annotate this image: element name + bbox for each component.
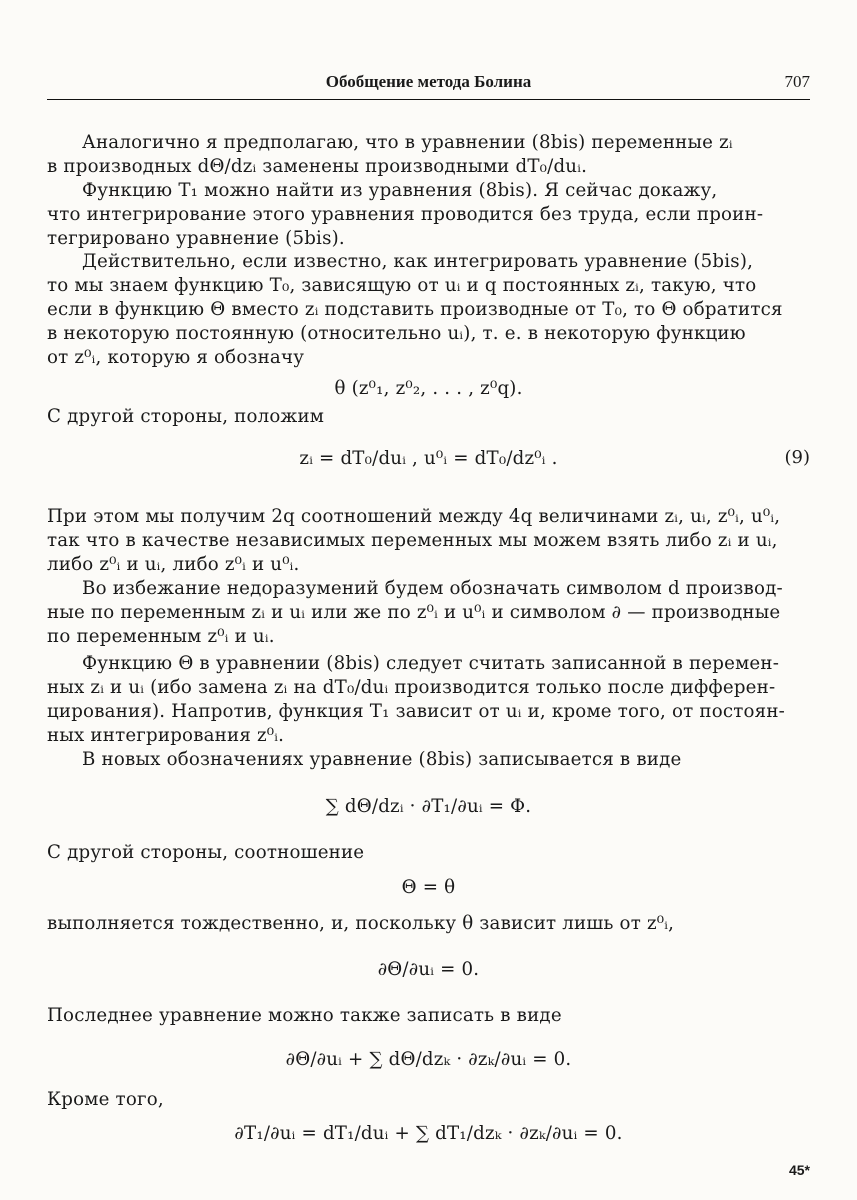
- text-line: С другой стороны, соотношение: [47, 842, 365, 863]
- text-line: то мы знаем функцию T₀, зависящую от uᵢ и q постоянных zᵢ, такую, что: [47, 275, 757, 296]
- text-line: так что в качестве независимых переменных мы можем взять либо zᵢ и uᵢ,: [47, 530, 778, 551]
- text-line: При этом мы получим 2q соотношений между 4q величинами zᵢ, uᵢ, z⁰ᵢ, u⁰ᵢ,: [47, 506, 781, 527]
- text-line: Действительно, если известно, как интегрировать уравнение (5bis),: [82, 251, 754, 272]
- text-line: Аналогично я предполагаю, что в уравнении (8bis) переменные zᵢ: [82, 132, 733, 153]
- formula-9: zᵢ = dT₀/duᵢ , u⁰ᵢ = dT₀/dz⁰ᵢ .: [299, 448, 558, 469]
- text-line: Кроме того,: [47, 1089, 164, 1110]
- text-line: по переменным z⁰ᵢ и uᵢ.: [47, 626, 275, 647]
- formula-t1-derivative: ∂T₁/∂uᵢ = dT₁/duᵢ + ∑ dT₁/dzₖ · ∂zₖ/∂uᵢ = 0.: [234, 1123, 623, 1144]
- text-line: ные по переменным zᵢ и uᵢ или же по z⁰ᵢ и u⁰ᵢ и символом ∂ — производные: [47, 602, 781, 623]
- text-line: Во избежание недоразумений будем обозначать символом d производ-: [82, 578, 783, 599]
- text-line: в некоторую постоянную (относительно uᵢ), т. е. в некоторую функцию: [47, 323, 746, 344]
- text-line: выполняется тождественно, и, поскольку θ зависит лишь от z⁰ᵢ,: [47, 913, 675, 934]
- formula-theta-equals: Θ = θ: [401, 877, 456, 898]
- text-line: тегрировано уравнение (5bis).: [47, 228, 345, 249]
- text-line: ных zᵢ и uᵢ (ибо замена zᵢ на dT₀/duᵢ производится только после дифферен-: [47, 677, 776, 698]
- text-line: либо z⁰ᵢ и uᵢ, либо z⁰ᵢ и u⁰ᵢ.: [47, 554, 300, 575]
- text-line: В новых обозначениях уравнение (8bis) записывается в виде: [82, 749, 682, 770]
- text-line: Последнее уравнение можно также записать в виде: [47, 1005, 562, 1026]
- text-line: что интегрирование этого уравнения проводится без труда, если проин-: [47, 204, 764, 225]
- formula-partial-sum: ∂Θ/∂uᵢ + ∑ dΘ/dzₖ · ∂zₖ/∂uᵢ = 0.: [285, 1049, 572, 1070]
- signature-mark: 45*: [788, 1162, 810, 1178]
- text-line: если в функцию Θ вместо zᵢ подставить производные от T₀, то Θ обратится: [47, 299, 783, 320]
- equation-number: (9): [784, 447, 810, 468]
- formula-theta: θ (z⁰₁, z⁰₂, . . . , z⁰q).: [334, 378, 523, 399]
- running-title: Обобщение метода Болина: [325, 72, 532, 91]
- formula-partial-zero: ∂Θ/∂uᵢ = 0.: [377, 959, 480, 980]
- header-rule: [47, 99, 810, 100]
- text-line: Функцию T₁ можно найти из уравнения (8bis). Я сейчас докажу,: [82, 180, 718, 201]
- text-line: ных интегрирования z⁰ᵢ.: [47, 725, 285, 746]
- page-number: 707: [784, 72, 810, 91]
- text-line: Функцию Θ в уравнении (8bis) следует считать записанной в перемен-: [82, 653, 780, 674]
- text-line: С другой стороны, положим: [47, 406, 325, 427]
- formula-sum-phi: ∑ dΘ/dzᵢ · ∂T₁/∂uᵢ = Φ.: [325, 796, 532, 817]
- text-line: цирования). Напротив, функция T₁ зависит от uᵢ и, кроме того, от постоян-: [47, 701, 785, 722]
- text-line: в производных dΘ/dzᵢ заменены производными dT₀/duᵢ.: [47, 156, 588, 177]
- text-line: от z⁰ᵢ, которую я обозначу: [47, 347, 305, 368]
